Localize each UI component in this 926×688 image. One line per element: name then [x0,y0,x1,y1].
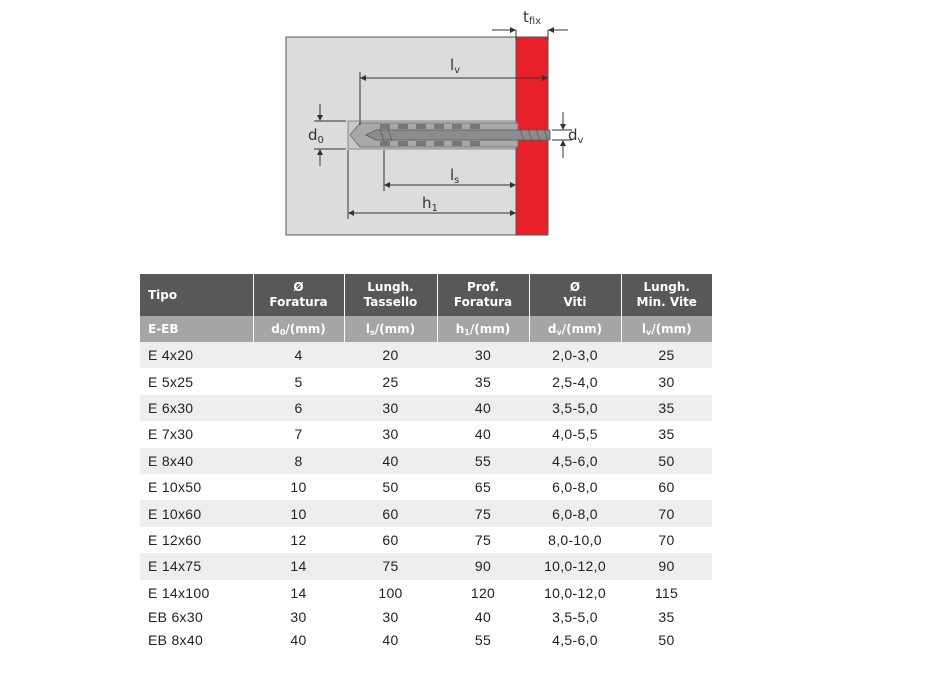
cell-tassello: 100 [378,584,403,601]
table-row [140,368,712,394]
anchor-diagram [280,0,584,245]
unit-row [140,316,712,342]
cell-viti: 4,0-5,5 [552,426,598,443]
cell-tipo: E 12x60 [148,531,202,548]
cell-tassello: 30 [344,395,437,421]
cell-tassello: 60 [344,500,437,526]
unit-lv: $l_v/(mm)$ [621,316,712,342]
cell-foratura: 40 [253,629,344,652]
cell-tipo: E 6x30 [140,395,253,421]
cell-tipo: E 4x20 [140,342,253,368]
cell-foratura: 30 [253,606,344,629]
cell-min-vite: 70 [621,500,712,526]
cell-tipo: E 8x40 [140,448,253,474]
cell-foratura: 10 [290,479,307,496]
table-row [140,500,712,526]
cell-viti: 6,0-8,0 [529,500,621,526]
unit-h1: $h_1/(mm)$ [437,316,529,342]
cell-viti: 4,5-6,0 [529,448,621,474]
cell-tipo: EB 6x30 [140,606,253,629]
cell-tassello: 75 [344,553,437,579]
header-tipo: Tipo [140,274,253,316]
cell-viti: 3,5-5,0 [529,606,621,629]
table-row [140,527,712,553]
anchor-spec-table [140,274,712,652]
cell-foratura: 5 [294,373,303,390]
label-h1: $h_1$ [422,194,438,214]
cell-tipo: E 5x25 [148,373,194,390]
table-row [140,606,712,629]
cell-viti: 2,0-3,0 [529,342,621,368]
table-body [140,342,712,652]
cell-min-vite: 30 [658,373,675,390]
cell-prof-foratura: 75 [437,500,529,526]
header-row [140,274,712,316]
cell-viti: 10,0-12,0 [529,553,621,579]
cell-tipo: E 7x30 [148,426,194,443]
cell-tassello: 40 [344,629,437,652]
cell-foratura: 12 [290,531,307,548]
cell-prof-foratura: 40 [437,606,529,629]
cell-viti: 10,0-12,0 [544,584,606,601]
cell-foratura: 14 [253,553,344,579]
cell-min-vite: 90 [621,553,712,579]
cell-foratura: 4 [253,342,344,368]
cell-viti: 6,0-8,0 [552,479,598,496]
cell-min-vite: 35 [621,395,712,421]
cell-tassello: 50 [382,479,399,496]
label-lv: $l_v$ [450,56,461,76]
table-header [140,274,712,342]
header-min-vite: Lungh. Min. Vite [621,274,712,316]
header-prof-foratura: Prof. Foratura [437,274,529,316]
label-d0: $d_0$ [308,126,324,146]
cell-min-vite: 35 [658,426,675,443]
cell-tipo: EB 8x40 [140,629,253,652]
table-row [140,580,712,606]
cell-min-vite: 35 [621,606,712,629]
cell-min-vite: 25 [621,342,712,368]
table-row [140,395,712,421]
label-ls: $l_s$ [450,166,460,186]
header-viti: Ø Viti [529,274,621,316]
cell-tassello: 30 [344,606,437,629]
table-row [140,474,712,500]
cell-viti: 4,5-6,0 [529,629,621,652]
cell-foratura: 7 [294,426,303,443]
cell-tipo: E 10x50 [148,479,202,496]
table-row [140,629,712,652]
cell-prof-foratura: 75 [474,531,492,548]
cell-tassello: 30 [382,426,399,443]
cell-viti: 3,5-5,0 [529,395,621,421]
cell-prof-foratura: 90 [437,553,529,579]
table-row [140,421,712,447]
cell-min-vite: 115 [654,584,679,601]
cell-viti: 2,5-4,0 [552,373,598,390]
cell-prof-foratura: 55 [437,629,529,652]
cell-tassello: 60 [382,531,399,548]
screw [366,130,550,140]
cell-prof-foratura: 40 [474,426,492,443]
cell-tipo: E 14x75 [140,553,253,579]
cell-min-vite: 70 [658,531,675,548]
unit-ls: $l_s/(mm)$ [344,316,437,342]
cell-viti: 8,0-10,0 [548,531,602,548]
table-row [140,342,712,368]
label-tfix: tfix [523,8,542,27]
cell-foratura: 6 [253,395,344,421]
unit-dv: $d_v/(mm)$ [529,316,621,342]
anchor-diagram-svg [280,0,584,245]
cell-prof-foratura: 65 [474,479,492,496]
cell-prof-foratura: 30 [437,342,529,368]
cell-min-vite: 60 [658,479,675,496]
cell-foratura: 8 [253,448,344,474]
unit-d0: $d_0/(mm)$ [253,316,344,342]
header-foratura: Ø Foratura [253,274,344,316]
cell-min-vite: 50 [621,629,712,652]
unit-tipo: E-EB [140,316,253,342]
table-row [140,448,712,474]
cell-prof-foratura: 35 [474,373,492,390]
cell-foratura: 14 [290,584,307,601]
header-tassello: Lungh. Tassello [344,274,437,316]
cell-tassello: 25 [382,373,399,390]
cell-prof-foratura: 120 [470,584,496,601]
table-row [140,553,712,579]
cell-tipo: E 10x60 [140,500,253,526]
cell-min-vite: 50 [621,448,712,474]
label-dv: $d_v$ [568,126,584,146]
cell-prof-foratura: 55 [437,448,529,474]
cell-tassello: 20 [344,342,437,368]
cell-tipo: E 14x100 [148,584,210,601]
cell-foratura: 10 [253,500,344,526]
cell-tassello: 40 [344,448,437,474]
cell-prof-foratura: 40 [437,395,529,421]
